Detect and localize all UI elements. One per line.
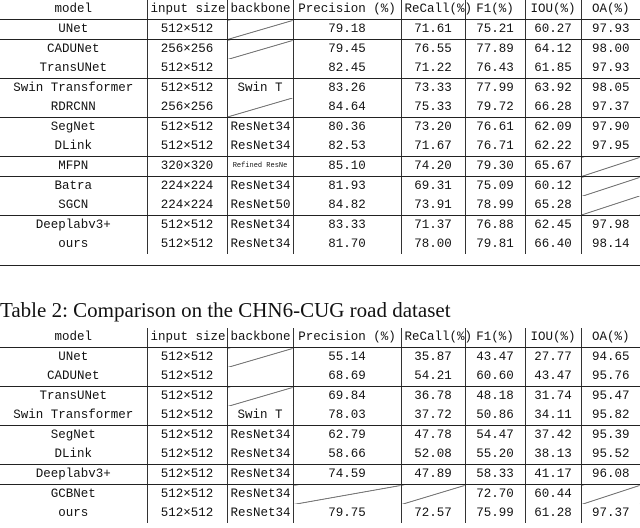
table-cell: 47.78 <box>401 426 465 446</box>
model-cell: DLink <box>0 137 147 157</box>
table-cell: 38.13 <box>525 445 581 465</box>
table-cell: ResNet34 <box>227 216 293 236</box>
table-cell: 512×512 <box>147 504 227 523</box>
table-cell <box>227 20 293 40</box>
column-header: model <box>0 328 147 348</box>
model-cell: CADUNet <box>0 367 147 387</box>
table-cell: 512×512 <box>147 367 227 387</box>
table-cell: 76.88 <box>465 216 525 236</box>
table-row <box>0 177 640 197</box>
table-cell: 85.10 <box>293 157 401 177</box>
table-cell: 37.72 <box>401 406 465 426</box>
table-cell: 71.61 <box>401 20 465 40</box>
table-cell: 512×512 <box>147 445 227 465</box>
model-cell: UNet <box>0 20 147 40</box>
table-cell: Swin T <box>227 406 293 426</box>
table-cell: 78.00 <box>401 235 465 254</box>
model-cell: Deeplabv3+ <box>0 465 147 485</box>
table-cell: 81.93 <box>293 177 401 197</box>
table-cell: 83.33 <box>293 216 401 236</box>
table-cell: 256×256 <box>147 98 227 118</box>
column-header: ReCall(%) <box>401 328 465 348</box>
table-cell <box>227 348 293 368</box>
table-row <box>0 406 640 426</box>
column-header: input size <box>147 328 227 348</box>
table-cell: 80.36 <box>293 118 401 138</box>
table-cell: 69.31 <box>401 177 465 197</box>
table-row <box>0 445 640 465</box>
column-header: model <box>0 0 147 20</box>
table-cell: 95.39 <box>581 426 640 446</box>
table-cell: 512×512 <box>147 485 227 505</box>
table-cell <box>581 196 640 216</box>
table-row <box>0 348 640 368</box>
table-cell: 84.64 <box>293 98 401 118</box>
table-cell: ResNet34 <box>227 445 293 465</box>
model-cell: SGCN <box>0 196 147 216</box>
table-cell: 320×320 <box>147 157 227 177</box>
table-cell: 62.09 <box>525 118 581 138</box>
table-cell: 79.30 <box>465 157 525 177</box>
table-2 <box>0 328 640 523</box>
table-cell: 66.28 <box>525 98 581 118</box>
table-cell: 77.99 <box>465 79 525 99</box>
table-cell: 54.47 <box>465 426 525 446</box>
table-1 <box>0 0 640 254</box>
table-cell <box>227 387 293 407</box>
table-cell: 63.92 <box>525 79 581 99</box>
table-cell: 66.40 <box>525 235 581 254</box>
table-cell: 27.77 <box>525 348 581 368</box>
table-cell: 224×224 <box>147 196 227 216</box>
table-cell <box>581 157 640 177</box>
model-cell: RDRCNN <box>0 98 147 118</box>
table-cell: 97.95 <box>581 137 640 157</box>
column-header: IOU(%) <box>525 328 581 348</box>
table-row <box>0 157 640 177</box>
column-header: ReCall(%) <box>401 0 465 20</box>
table-row <box>0 387 640 407</box>
table-2-header <box>0 328 640 348</box>
table-cell: 97.93 <box>581 20 640 40</box>
table-cell: 71.37 <box>401 216 465 236</box>
table-cell: 512×512 <box>147 235 227 254</box>
table-cell: 512×512 <box>147 426 227 446</box>
table-cell: 512×512 <box>147 59 227 79</box>
table-row <box>0 235 640 254</box>
table-cell: 95.47 <box>581 387 640 407</box>
table-cell: 512×512 <box>147 348 227 368</box>
table-cell: ResNet34 <box>227 485 293 505</box>
table-row <box>0 59 640 79</box>
model-cell: SegNet <box>50 428 96 442</box>
model-cell: SegNet <box>50 120 96 134</box>
table-row <box>0 118 640 138</box>
table-cell: 76.61 <box>465 118 525 138</box>
table-cell: 84.82 <box>293 196 401 216</box>
table-cell <box>227 98 293 118</box>
table-cell: Refined ResNe <box>227 157 293 177</box>
table-cell: 512×512 <box>147 465 227 485</box>
table-row <box>0 426 640 446</box>
table-cell: 50.86 <box>465 406 525 426</box>
table-cell: 47.89 <box>401 465 465 485</box>
model-cell: Batra <box>54 179 92 193</box>
column-header: F1(%) <box>465 0 525 20</box>
table-cell: 97.98 <box>581 216 640 236</box>
table-cell: 98.05 <box>581 79 640 99</box>
table-cell: 82.45 <box>293 59 401 79</box>
table-cell: 74.59 <box>293 465 401 485</box>
table-cell: 60.12 <box>525 177 581 197</box>
table-cell: 60.27 <box>525 20 581 40</box>
table-cell: 62.45 <box>525 216 581 236</box>
table-cell: ResNet34 <box>227 235 293 254</box>
table-cell: 224×224 <box>147 177 227 197</box>
table-cell: 72.57 <box>401 504 465 523</box>
table-cell: 35.87 <box>401 348 465 368</box>
model-cell: ours <box>58 237 89 251</box>
table-cell: 55.14 <box>293 348 401 368</box>
table-cell: ResNet34 <box>227 504 293 523</box>
table-cell: 76.43 <box>465 59 525 79</box>
table-cell: 73.91 <box>401 196 465 216</box>
column-header: IOU(%) <box>525 0 581 20</box>
model-cell: TransUNet <box>0 59 147 79</box>
table-cell: 512×512 <box>147 387 227 407</box>
table-row <box>0 40 640 60</box>
column-header: Precision (%) <box>293 0 401 20</box>
table-row <box>0 367 640 387</box>
column-header: backbone <box>227 328 293 348</box>
table-cell: 512×512 <box>147 216 227 236</box>
table-cell: ResNet34 <box>227 118 293 138</box>
table-cell: 512×512 <box>147 20 227 40</box>
table-cell: 98.14 <box>581 235 640 254</box>
table-cell: 512×512 <box>147 406 227 426</box>
table-cell: 54.21 <box>401 367 465 387</box>
table-1-bottom-rule <box>0 265 640 266</box>
table-cell: 97.37 <box>581 504 640 523</box>
column-header: OA(%) <box>581 0 640 20</box>
table-cell: 96.08 <box>581 465 640 485</box>
table-row <box>0 98 640 118</box>
table-cell: 73.20 <box>401 118 465 138</box>
column-header: backbone <box>227 0 293 20</box>
table-cell: 79.72 <box>465 98 525 118</box>
table-cell: 68.69 <box>293 367 401 387</box>
table-cell: 98.00 <box>581 40 640 60</box>
table-cell: 55.20 <box>465 445 525 465</box>
table-cell: 58.66 <box>293 445 401 465</box>
table-cell: 79.75 <box>293 504 401 523</box>
table-cell: 79.45 <box>293 40 401 60</box>
table-cell: 34.11 <box>525 406 581 426</box>
table-cell: 43.47 <box>525 367 581 387</box>
table-cell: 78.03 <box>293 406 401 426</box>
table-cell: 256×256 <box>147 40 227 60</box>
table-cell: 41.17 <box>525 465 581 485</box>
table-cell: 52.08 <box>401 445 465 465</box>
table-cell: ResNet34 <box>227 426 293 446</box>
table-cell: 97.37 <box>581 98 640 118</box>
table-cell: 79.81 <box>465 235 525 254</box>
table-cell: ResNet34 <box>227 465 293 485</box>
table-cell: 77.89 <box>465 40 525 60</box>
model-cell: Swin Transformer <box>13 81 134 95</box>
model-cell: UNet <box>58 350 89 364</box>
column-header: OA(%) <box>581 328 640 348</box>
model-cell: MFPN <box>0 157 147 177</box>
table-row <box>0 485 640 505</box>
table-cell: 65.28 <box>525 196 581 216</box>
model-cell: DLink <box>0 445 147 465</box>
table-cell: 73.33 <box>401 79 465 99</box>
table-cell: 62.79 <box>293 426 401 446</box>
table-cell: 61.85 <box>525 59 581 79</box>
table-cell: 61.28 <box>525 504 581 523</box>
table-row <box>0 216 640 236</box>
table-row <box>0 196 640 216</box>
table-cell: 512×512 <box>147 79 227 99</box>
table-cell <box>227 367 293 387</box>
table-cell: 69.84 <box>293 387 401 407</box>
table-row <box>0 465 640 485</box>
table-cell: 62.22 <box>525 137 581 157</box>
column-header: input size <box>147 0 227 20</box>
table-1-body <box>0 20 640 255</box>
table-cell: 58.33 <box>465 465 525 485</box>
table-cell: 97.90 <box>581 118 640 138</box>
table-cell: 82.53 <box>293 137 401 157</box>
model-cell: TransUNet <box>39 389 107 403</box>
model-cell: GCBNet <box>50 487 96 501</box>
table-cell: 512×512 <box>147 118 227 138</box>
table-cell: 75.21 <box>465 20 525 40</box>
table-cell: 31.74 <box>525 387 581 407</box>
table-row <box>0 79 640 99</box>
table-cell: 75.33 <box>401 98 465 118</box>
table-cell <box>227 40 293 60</box>
table-cell: 64.12 <box>525 40 581 60</box>
table-cell: 36.78 <box>401 387 465 407</box>
table-cell: 78.99 <box>465 196 525 216</box>
table-cell: 94.65 <box>581 348 640 368</box>
table-row <box>0 20 640 40</box>
table-cell: ResNet34 <box>227 177 293 197</box>
table-cell: 60.60 <box>465 367 525 387</box>
table-cell: 43.47 <box>465 348 525 368</box>
table-cell: 75.99 <box>465 504 525 523</box>
table-cell: 83.26 <box>293 79 401 99</box>
table-cell <box>581 177 640 197</box>
table-cell: 65.67 <box>525 157 581 177</box>
table-cell: 75.09 <box>465 177 525 197</box>
table-cell: 48.18 <box>465 387 525 407</box>
model-cell: CADUNet <box>46 42 100 56</box>
table-1-header <box>0 0 640 20</box>
table-cell: 76.55 <box>401 40 465 60</box>
column-header: Precision (%) <box>293 328 401 348</box>
table-cell: ResNet34 <box>227 137 293 157</box>
model-cell: Swin Transformer <box>0 406 147 426</box>
table-cell: 97.93 <box>581 59 640 79</box>
table-row <box>0 137 640 157</box>
table-cell <box>401 485 465 505</box>
table-cell: 512×512 <box>147 137 227 157</box>
table-cell: 95.76 <box>581 367 640 387</box>
table-cell <box>293 485 401 505</box>
table-cell: 60.44 <box>525 485 581 505</box>
table-cell: Swin T <box>227 79 293 99</box>
table-row <box>0 504 640 523</box>
table-cell: ResNet50 <box>227 196 293 216</box>
table-cell: 72.70 <box>465 485 525 505</box>
table-cell <box>581 485 640 505</box>
table-2-caption: Table 2: Comparison on the CHN6-CUG road dataset <box>0 298 451 322</box>
table-cell: 76.71 <box>465 137 525 157</box>
column-header: F1(%) <box>465 328 525 348</box>
model-cell: ours <box>58 506 89 520</box>
table-cell <box>227 59 293 79</box>
table-cell: 81.70 <box>293 235 401 254</box>
table-cell: 79.18 <box>293 20 401 40</box>
table-cell: 95.82 <box>581 406 640 426</box>
table-cell: 74.20 <box>401 157 465 177</box>
table-cell: 37.42 <box>525 426 581 446</box>
table-cell: 95.52 <box>581 445 640 465</box>
table-cell: 71.67 <box>401 137 465 157</box>
table-cell: 71.22 <box>401 59 465 79</box>
model-cell: Deeplabv3+ <box>35 218 111 232</box>
table-2-body <box>0 348 640 524</box>
